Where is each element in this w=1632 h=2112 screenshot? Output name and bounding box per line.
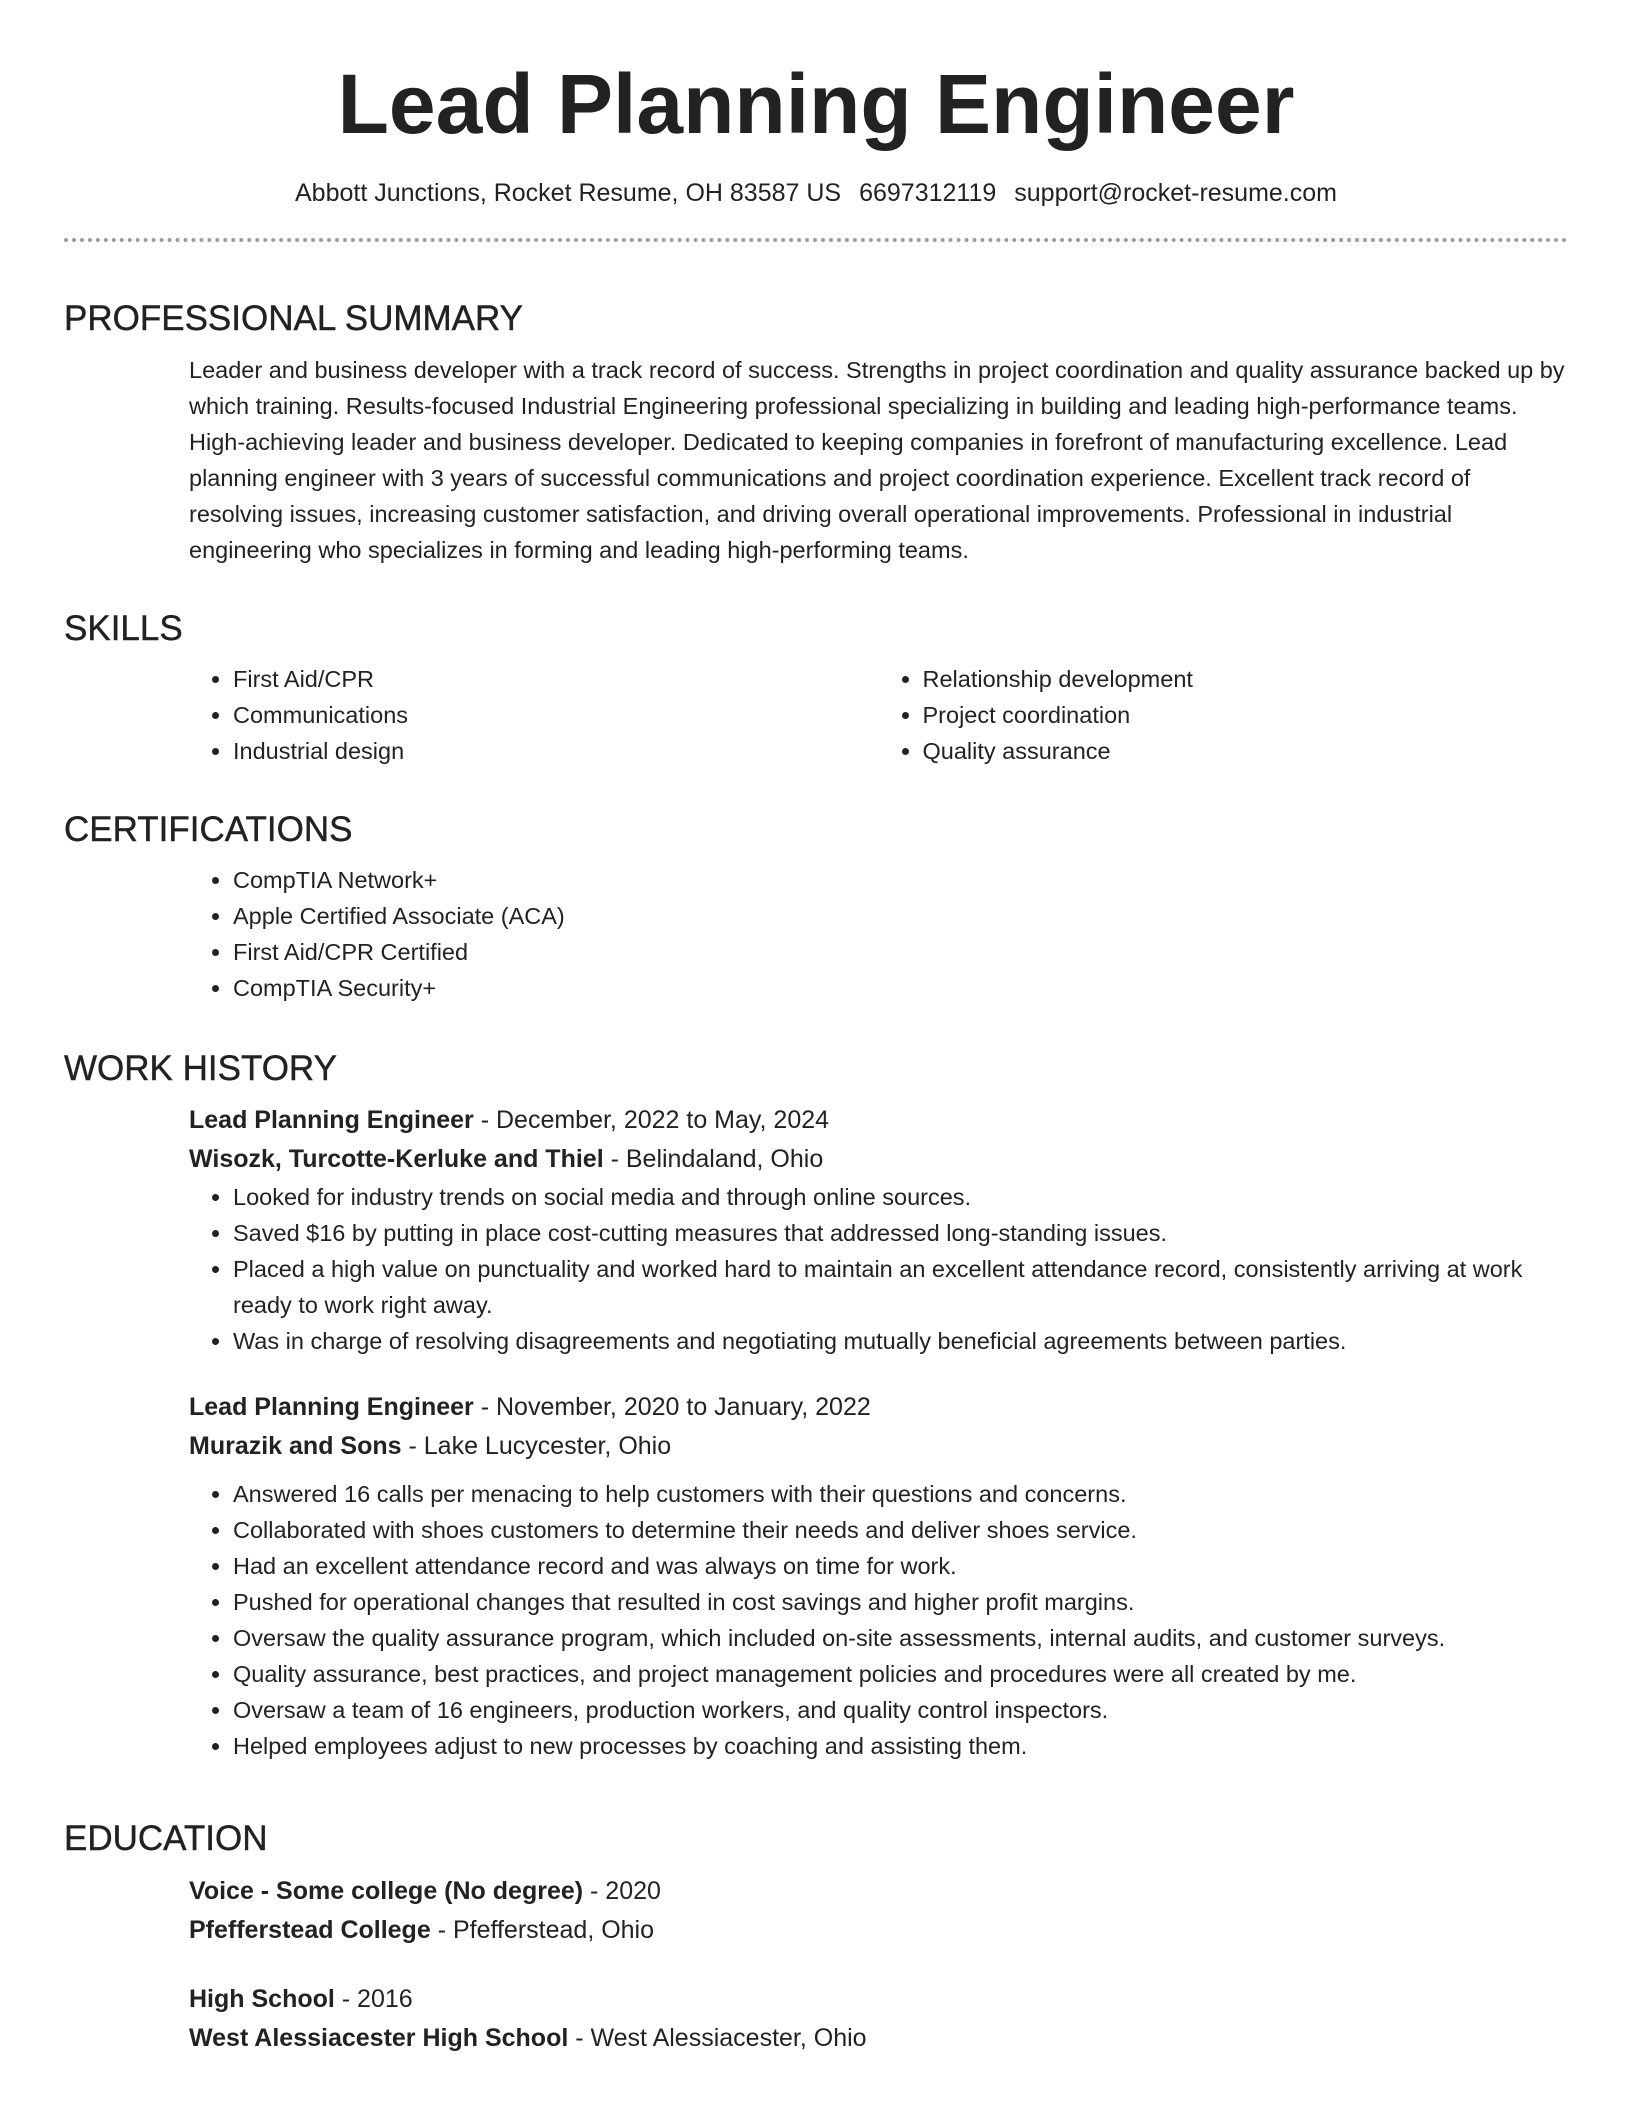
education-school-line (189, 2019, 1568, 2058)
job-bullet: • Collaborated with shoes customers to determine their needs and deliver shoes service. (233, 1512, 1568, 1548)
job-entry (189, 1101, 1568, 1359)
certifications-section (64, 808, 1568, 1006)
skills-right-list (879, 661, 1569, 769)
job-bullet: • Placed a high value on punctuality and worked hard to maintain an excellent attendance record, consistently arriving at work ready to work right away. (233, 1251, 1568, 1323)
skills-heading: SKILLS (64, 609, 183, 648)
job-bullets (189, 1476, 1568, 1764)
skills-grid (189, 661, 1568, 769)
contact-line (64, 177, 1568, 209)
job-location: - Belindaland, Ohio (603, 1145, 824, 1173)
job-bullet: • Was in charge of resolving disagreements and negotiating mutually beneficial agreements between parties. (233, 1323, 1568, 1359)
skills-left-list (189, 661, 879, 769)
education-location: - Pfefferstead, Ohio (430, 1916, 655, 1944)
job-company: Wisozk, Turcotte-Kerluke and Thiel (189, 1145, 604, 1173)
job-company: Murazik and Sons (189, 1432, 402, 1460)
resume-name: Lead Planning Engineer (337, 57, 1295, 151)
job-company-line (189, 1140, 1568, 1179)
education-degree-line (189, 1980, 1568, 2019)
skill-item: • First Aid/CPR (233, 661, 879, 697)
contact-address: Abbott Junctions, Rocket Resume, OH 83587 US (294, 179, 842, 207)
education-year: - 2016 (334, 1985, 413, 2013)
job-bullet: • Oversaw the quality assurance program, which included on-site assessments, internal audits, and customer surveys. (233, 1620, 1568, 1656)
summary-heading: PROFESSIONAL SUMMARY (64, 299, 523, 338)
contact-phone: 6697312119 (859, 179, 997, 207)
job-bullet: • Quality assurance, best practices, and project management policies and procedures were all created by me. (233, 1656, 1568, 1692)
education-school: Pfefferstead College (189, 1916, 431, 1944)
job-dates: - November, 2020 to January, 2022 (473, 1393, 871, 1421)
job-role: Lead Planning Engineer (189, 1393, 474, 1421)
certifications-body (189, 862, 1568, 1006)
skill-item: • Communications (233, 697, 879, 733)
skills-section (64, 607, 1568, 769)
education-heading: EDUCATION (64, 1819, 268, 1858)
contact-email: support@rocket-resume.com (1014, 179, 1337, 207)
job-dates: - December, 2022 to May, 2024 (473, 1106, 830, 1134)
skill-item: • Relationship development (923, 661, 1569, 697)
job-bullet: • Looked for industry trends on social media and through online sources. (233, 1179, 1568, 1215)
certification-item: • CompTIA Network+ (233, 862, 1568, 898)
job-entry (189, 1388, 1568, 1764)
work-history-section (64, 1047, 1568, 1764)
summary-section (64, 297, 1568, 568)
education-entry (189, 1872, 1568, 1950)
job-title-line (189, 1388, 1568, 1427)
work-history-heading: WORK HISTORY (64, 1049, 337, 1088)
education-degree-line (189, 1872, 1568, 1911)
certification-item: • Apple Certified Associate (ACA) (233, 898, 1568, 934)
job-bullet: • Helped employees adjust to new processes by coaching and assisting them. (233, 1728, 1568, 1764)
job-bullet: • Pushed for operational changes that resulted in cost savings and higher profit margins. (233, 1584, 1568, 1620)
certifications-list (189, 862, 1568, 1006)
skill-item: • Project coordination (923, 697, 1569, 733)
summary-text: Leader and business developer with a track record of success. Strengths in project coordination and quality assurance backed up by which training. Results-focused Industrial Engineering professional specializing in building and leading high-performance teams. High-achieving leader and business developer. Dedicated to keeping companies in forefront of manufacturing excellence. Lead planning engineer with 3 years of successful communications and project coordination experience. Excellent track record of resolving issues, increasing customer satisfaction, and driving overall operational improvements. Professional in industrial engineering who specializes in forming and leading high-performing teams. (189, 357, 1565, 563)
skill-item: • Industrial design (233, 733, 879, 769)
education-school: West Alessiacester High School (189, 2024, 569, 2052)
job-location: - Lake Lucycester, Ohio (401, 1432, 672, 1460)
education-year: - 2020 (583, 1877, 661, 1905)
education-entry (189, 1980, 1568, 2058)
job-company-line (189, 1427, 1568, 1466)
job-role: Lead Planning Engineer (189, 1106, 474, 1134)
certifications-heading: CERTIFICATIONS (64, 810, 353, 849)
education-degree: High School (189, 1985, 335, 2013)
certification-item: • First Aid/CPR Certified (233, 934, 1568, 970)
education-school-line (189, 1911, 1568, 1950)
education-degree: Voice - Some college (No degree) (189, 1877, 584, 1905)
certification-item: • CompTIA Security+ (233, 970, 1568, 1006)
header-divider (64, 238, 1568, 242)
job-bullets (189, 1179, 1568, 1359)
job-bullet: • Saved $16 by putting in place cost-cutting measures that addressed long-standing issues. (233, 1215, 1568, 1251)
skill-item: • Quality assurance (923, 733, 1569, 769)
job-bullet: • Oversaw a team of 16 engineers, production workers, and quality control inspectors. (233, 1692, 1568, 1728)
education-location: - West Alessiacester, Ohio (568, 2024, 867, 2052)
job-bullet: • Had an excellent attendance record and was always on time for work. (233, 1548, 1568, 1584)
job-title-line (189, 1101, 1568, 1140)
education-section (64, 1817, 1568, 2058)
job-bullet: • Answered 16 calls per menacing to help customers with their questions and concerns. (233, 1476, 1568, 1512)
